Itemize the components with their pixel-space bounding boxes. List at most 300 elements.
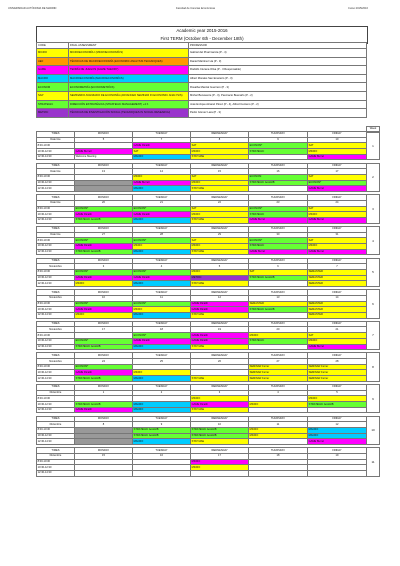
- subject-code: GAME: [37, 66, 69, 75]
- class-cell: SEMINAR Ferrer: [308, 370, 367, 376]
- class-cell: [249, 439, 308, 445]
- day-date: 6: [249, 264, 308, 270]
- class-cell: ECONOM*: [249, 206, 308, 212]
- day-header: TUESDAY: [133, 195, 191, 201]
- class-cell: SAT: [191, 206, 249, 212]
- times-label: TIMES: [37, 416, 75, 422]
- time-slot-row: [37, 471, 367, 477]
- day-header: TUESDAY: [133, 226, 191, 232]
- date-line-label: Date line: [37, 169, 75, 175]
- day-header: FRIDAY: [308, 353, 367, 359]
- date-line-label: Diciembre: [37, 390, 75, 396]
- day-header: TUESDAY: [133, 416, 191, 422]
- subject-row: [37, 83, 367, 92]
- time-slot-label: 8:00-10:30: [37, 269, 75, 275]
- class-cell: SAT: [308, 333, 367, 339]
- day-header: WEDNESDAY: [191, 321, 249, 327]
- day-header: MONDAY: [75, 163, 133, 169]
- class-cell: SAT: [191, 143, 249, 149]
- time-slot-label: 10:30-12:30: [37, 275, 75, 281]
- time-slot-row: [37, 439, 367, 445]
- class-cell: MICRO: [191, 269, 249, 275]
- class-cell: MACRO: [133, 186, 191, 192]
- class-cell: MACRO: [133, 376, 191, 382]
- day-date: 25: [133, 359, 191, 365]
- day-date: 20: [249, 327, 308, 333]
- week-number: 11: [367, 447, 380, 476]
- day-date: 19: [308, 453, 367, 459]
- week-table: [36, 352, 367, 381]
- day-date: 14: [308, 295, 367, 301]
- class-cell: SEMINAR Ferrer: [249, 364, 308, 370]
- class-cell: GAME Burrel: [249, 249, 308, 255]
- class-cell: STRATEGIC Aoo/HIB: [75, 376, 133, 382]
- time-slot-row: [37, 312, 367, 318]
- class-cell: GAME Ricaldi: [133, 338, 191, 344]
- times-label: TIMES: [37, 132, 75, 138]
- time-slot-label: 10:30-12:30: [37, 212, 75, 218]
- day-header: MONDAY: [75, 226, 133, 232]
- class-cell: SEMINAR Ferrer: [249, 376, 308, 382]
- class-cell: Welcome Meeting: [75, 154, 133, 160]
- week-block: [36, 163, 380, 192]
- week-block: [36, 258, 380, 287]
- day-date: 28: [133, 232, 191, 238]
- day-header: FRIDAY: [308, 290, 367, 296]
- class-cell: SEMASTER: [308, 301, 367, 307]
- class-cell: SEMASTER: [308, 312, 367, 318]
- class-cell: GAME Burrell: [75, 149, 133, 155]
- class-cell: STAT MAE: [191, 376, 249, 382]
- week-number: 6: [367, 289, 380, 318]
- class-cell: MACRO: [308, 433, 367, 439]
- class-cell: GAME Burrel: [308, 218, 367, 224]
- class-cell: [308, 407, 367, 413]
- time-slot-label: 8:00-10:30: [37, 459, 75, 465]
- day-date: 16: [133, 453, 191, 459]
- class-cell: ECONOM*: [133, 238, 191, 244]
- week-table: [36, 258, 367, 287]
- week-table: [36, 163, 367, 192]
- class-cell: MICRO: [249, 428, 308, 434]
- week-number: 2: [367, 163, 380, 192]
- class-cell: GAME Ricaldi: [191, 338, 249, 344]
- day-date: 10: [75, 295, 133, 301]
- class-cell: SAT: [308, 238, 367, 244]
- day-header: MONDAY: [75, 195, 133, 201]
- time-slot-label: 12:30-14:30: [37, 376, 75, 382]
- class-cell: ECONOM*: [75, 364, 133, 370]
- week-block: [36, 226, 380, 255]
- class-cell: [249, 407, 308, 413]
- class-cell: MICRO: [191, 396, 249, 402]
- day-header: FRIDAY: [308, 416, 367, 422]
- day-header: TUESDAY: [133, 258, 191, 264]
- class-cell: GAME Ricaldi: [133, 143, 191, 149]
- time-slot-label: 10:30-12:30: [37, 433, 75, 439]
- day-date: 15: [75, 453, 133, 459]
- date-line-label: Diciembre: [37, 453, 75, 459]
- class-cell: SAT: [191, 238, 249, 244]
- day-date: 11: [133, 295, 191, 301]
- day-date: 18: [249, 453, 308, 459]
- class-cell: SEMASTER: [249, 301, 308, 307]
- day-header: THURSDAY: [249, 195, 308, 201]
- class-cell: STRATEGIC Aoo/HIB: [249, 307, 308, 313]
- subject-name: TEORÍA DE JUEGOS (GAME THEORY): [69, 66, 189, 75]
- time-slot-label: 10:30-12:30: [37, 180, 75, 186]
- time-slot-label: 10:30-12:30: [37, 370, 75, 376]
- class-cell: [75, 439, 133, 445]
- class-cell: SAT: [308, 175, 367, 181]
- date-line-label: Date line: [37, 137, 75, 143]
- day-date: 26: [191, 359, 249, 365]
- day-header: MONDAY: [75, 132, 133, 138]
- time-slot-label: 12:30-14:30: [37, 407, 75, 413]
- subjects-header-assessment: FINAL ASSESSMENT: [69, 43, 189, 49]
- day-date: 3: [191, 390, 249, 396]
- time-slot-label: 8:00-10:30: [37, 175, 75, 181]
- subject-prof: Albert Morales San Emeterio (P - 3): [189, 74, 367, 83]
- class-cell: [133, 471, 191, 477]
- time-slot-label: 12:30-14:30: [37, 154, 75, 160]
- time-slot-label: 12:30-14:30: [37, 186, 75, 192]
- page-header-right: Curso 2015/2016: [348, 7, 368, 10]
- times-label: TIMES: [37, 321, 75, 327]
- title-line-2: First TERM (October 6th - December 18th): [160, 36, 244, 41]
- day-date: 27: [249, 359, 308, 365]
- day-header: MONDAY: [75, 290, 133, 296]
- day-date: 7: [133, 137, 191, 143]
- subject-name: SEMINARIO AVANZADO DE ECONOMÍA (ADVANCED SEMINAR IN ECONOMIC ANALYSIS): [69, 91, 189, 100]
- day-header: FRIDAY: [308, 321, 367, 327]
- day-date: 24: [75, 359, 133, 365]
- class-cell: METRIC: [191, 275, 249, 281]
- time-slot-label: 10:30-12:30: [37, 149, 75, 155]
- class-cell: ECONOM: [249, 175, 308, 181]
- time-slot-label: 12:30-14:30: [37, 471, 75, 477]
- day-date: 1: [75, 390, 133, 396]
- day-date: 17: [191, 453, 249, 459]
- class-cell: GAME Ricaldi: [191, 301, 249, 307]
- time-slot-label: 8:00-10:30: [37, 143, 75, 149]
- day-date: 9: [133, 422, 191, 428]
- time-slot-label: 12:30-14:30: [37, 218, 75, 224]
- times-label: TIMES: [37, 195, 75, 201]
- time-slot-row: [37, 344, 367, 350]
- class-cell: MICRO: [191, 243, 249, 249]
- class-cell: MACRO: [133, 312, 191, 318]
- week-table: [36, 131, 367, 160]
- class-cell: [249, 471, 308, 477]
- class-cell: STRATEGIC: [249, 212, 308, 218]
- subject-code: STRATEGIC: [37, 100, 69, 109]
- class-cell: ECONOM*: [75, 238, 133, 244]
- class-cell: STAT MAE: [191, 281, 249, 287]
- class-cell: ECONOM*: [249, 238, 308, 244]
- times-label: TIMES: [37, 163, 75, 169]
- class-cell: SEMINAR Ferrer: [308, 376, 367, 382]
- day-header: THURSDAY: [249, 321, 308, 327]
- subject-name: MACROECONOMÍA (MACROECONOMÍCS): [69, 74, 189, 83]
- subject-row: [37, 49, 367, 58]
- class-cell: MICRO: [75, 281, 133, 287]
- subjects-header-code: CODE: [37, 43, 69, 49]
- day-date: 4: [133, 264, 191, 270]
- date-line-label: Noviembre: [37, 264, 75, 270]
- class-cell: ECONOM*: [75, 269, 133, 275]
- class-cell: ECONOM*: [75, 301, 133, 307]
- class-cell: GAME Burrel: [308, 344, 367, 350]
- day-date: 12: [308, 422, 367, 428]
- subject-row: [37, 66, 367, 75]
- day-date: 5: [75, 137, 133, 143]
- week-number: 4: [367, 226, 380, 255]
- class-cell: [249, 312, 308, 318]
- class-cell: SEMASTER: [308, 269, 367, 275]
- day-date: 30: [249, 232, 308, 238]
- subject-prof: Daniel Martínez Lla (P - 3): [189, 57, 367, 66]
- time-slot-row: [37, 154, 367, 160]
- time-slot-label: 8:00-10:30: [37, 206, 75, 212]
- week-number: 3: [367, 194, 380, 223]
- class-cell: MICRO: [133, 307, 191, 313]
- class-cell: STAT MAE: [191, 312, 249, 318]
- time-slot-label: 12:30-14:30: [37, 281, 75, 287]
- day-header: TUESDAY: [133, 132, 191, 138]
- subject-code: MICRO: [37, 49, 69, 58]
- class-cell: MICRO: [308, 243, 367, 249]
- times-label: TIMES: [37, 353, 75, 359]
- time-slot-row: [37, 186, 367, 192]
- subject-prof: Rodolfo Ciurana Oliva (P - 3 Responsable): [189, 66, 367, 75]
- class-cell: [249, 186, 308, 192]
- week-table: [36, 321, 367, 350]
- class-cell: MICRO: [75, 312, 133, 318]
- week-block: [36, 384, 380, 413]
- week-block: [36, 131, 380, 160]
- class-cell: SEMINAR Ferrer: [249, 370, 308, 376]
- subject-prof: Pedro Gómez Lara (P - 3): [189, 109, 367, 118]
- class-cell: MICRO: [133, 370, 191, 376]
- day-header: WEDNESDAY: [191, 132, 249, 138]
- time-slot-label: 8:00-10:30: [37, 364, 75, 370]
- day-date: 4: [249, 390, 308, 396]
- day-header: THURSDAY: [249, 258, 308, 264]
- class-cell: GAME Ricaldi: [133, 212, 191, 218]
- class-cell: MICRO: [249, 402, 308, 408]
- class-cell: MACRO: [133, 439, 191, 445]
- day-date: 15: [191, 169, 249, 175]
- class-cell: [75, 471, 133, 477]
- class-cell: GAME Ricaldi: [75, 407, 133, 413]
- day-date: 8: [191, 137, 249, 143]
- day-date: 14: [133, 169, 191, 175]
- class-cell: ECONOM*: [308, 180, 367, 186]
- day-date: 13: [249, 295, 308, 301]
- day-header: WEDNESDAY: [191, 195, 249, 201]
- subject-code: AEF: [37, 57, 69, 66]
- class-cell: GAME Burrell: [133, 180, 191, 186]
- class-cell: MACRO: [133, 344, 191, 350]
- class-cell: MICRO: [308, 396, 367, 402]
- class-cell: STAT MAE: [191, 186, 249, 192]
- class-cell: SAT: [249, 269, 308, 275]
- day-date: 23: [249, 200, 308, 206]
- day-header: THURSDAY: [249, 416, 308, 422]
- class-cell: STRATEGIC Aoo/HIB: [75, 344, 133, 350]
- day-date: 22: [191, 200, 249, 206]
- class-cell: MICRO: [191, 212, 249, 218]
- date-line-label: Noviembre: [37, 295, 75, 301]
- class-cell: SAT: [133, 149, 191, 155]
- class-cell: STRATEGIC Aoo/HIB: [249, 180, 308, 186]
- times-label: TIMES: [37, 226, 75, 232]
- day-header: FRIDAY: [308, 448, 367, 454]
- day-header: THURSDAY: [249, 448, 308, 454]
- time-slot-label: 10:30-12:30: [37, 338, 75, 344]
- day-header: FRIDAY: [308, 195, 367, 201]
- class-cell: GAME Burrel: [308, 249, 367, 255]
- week-number: 10: [367, 416, 380, 445]
- week-number: 1: [367, 131, 380, 160]
- week-number: 8: [367, 352, 380, 381]
- week-block: [36, 352, 380, 381]
- day-header: TUESDAY: [133, 163, 191, 169]
- time-slot-label: 10:30-12:30: [37, 402, 75, 408]
- day-header: FRIDAY: [308, 385, 367, 391]
- class-cell: STRATEGIC: [249, 243, 308, 249]
- subject-prof: Rosalba Marcial Guerrero (P - 3): [189, 83, 367, 92]
- day-header: WEDNESDAY: [191, 290, 249, 296]
- class-cell: [191, 471, 249, 477]
- class-cell: ECONOM*: [133, 269, 191, 275]
- class-cell: SAT: [308, 143, 367, 149]
- subject-row: [37, 100, 367, 109]
- time-slot-row: [37, 407, 367, 413]
- class-cell: MICRO: [133, 243, 191, 249]
- class-cell: GAME Burrel: [308, 439, 367, 445]
- class-cell: STRATEGIC Aoo/HIB: [191, 433, 249, 439]
- class-cell: MACRO: [133, 154, 191, 160]
- class-cell: GAME Ricaldi: [75, 275, 133, 281]
- day-header: WEDNESDAY: [191, 353, 249, 359]
- subject-prof: Michel Benavente (P - 3), Pancracio Buenaño (P - 2): [189, 91, 367, 100]
- week-block: [36, 289, 380, 318]
- class-cell: STAT MAE: [191, 439, 249, 445]
- day-date: 3: [75, 264, 133, 270]
- weekly-schedule: [36, 131, 380, 479]
- time-slot-label: 12:30-14:30: [37, 439, 75, 445]
- subject-name: ECONOMETRÍA (ECONOMETRÍCS): [69, 83, 189, 92]
- week-number: 9: [367, 384, 380, 413]
- subject-name: MICROECONOMÍA I (MICROECONOMÍCS): [69, 49, 189, 58]
- class-cell: STRATEGIC Aoo/HIB: [308, 402, 367, 408]
- time-slot-label: 8:00-10:30: [37, 396, 75, 402]
- week-table: [36, 416, 367, 445]
- time-slot-label: 10:30-12:30: [37, 243, 75, 249]
- subjects-table: [36, 42, 367, 118]
- class-cell: [249, 344, 308, 350]
- day-header: TUESDAY: [133, 385, 191, 391]
- day-date: 10: [308, 137, 367, 143]
- time-slot-row: [37, 249, 367, 255]
- week-block: [36, 447, 380, 476]
- class-cell: GAME Burrel: [249, 218, 308, 224]
- class-cell: MACRO: [133, 402, 191, 408]
- class-cell: MICRO: [308, 149, 367, 155]
- day-date: 19: [191, 327, 249, 333]
- time-slot-label: 8:00-10:30: [37, 301, 75, 307]
- class-cell: STAT MAE: [191, 154, 249, 160]
- class-cell: STAT MAE: [191, 249, 249, 255]
- class-cell: MICRO: [308, 212, 367, 218]
- times-label: TIMES: [37, 258, 75, 264]
- day-date: 9: [249, 137, 308, 143]
- subject-row: [37, 109, 367, 118]
- day-header: MONDAY: [75, 321, 133, 327]
- class-cell: GAME Burrel: [308, 186, 367, 192]
- day-header: FRIDAY: [308, 226, 367, 232]
- class-cell: MACRO: [133, 249, 191, 255]
- class-cell: GAME Ricaldi: [191, 333, 249, 339]
- class-cell: STRATEGIC Aoo/HIB: [75, 249, 133, 255]
- day-date: 5: [308, 390, 367, 396]
- day-date: 28: [308, 359, 367, 365]
- class-cell: [75, 186, 133, 192]
- date-line-label: Date line: [37, 200, 75, 206]
- title-line-1: Academic year 2015-2016: [176, 28, 228, 33]
- class-cell: SAT: [308, 206, 367, 212]
- class-cell: [308, 471, 367, 477]
- week-table: [36, 194, 367, 223]
- day-header: THURSDAY: [249, 353, 308, 359]
- class-cell: MACRO: [308, 428, 367, 434]
- class-cell: STRATEGIC Aoo/HIB: [191, 428, 249, 434]
- class-cell: MACRO: [133, 281, 191, 287]
- time-slot-label: 12:30-14:30: [37, 344, 75, 350]
- class-cell: GAME Ricaldi: [191, 307, 249, 313]
- day-header: WEDNESDAY: [191, 163, 249, 169]
- class-cell: STAT MAE: [191, 344, 249, 350]
- class-cell: [249, 154, 308, 160]
- week-table: [36, 226, 367, 255]
- day-header: WEDNESDAY: [191, 226, 249, 232]
- day-header: TUESDAY: [133, 321, 191, 327]
- class-cell: STRATEGIC Aoo/HIB: [133, 428, 191, 434]
- class-cell: GAME Burrel: [308, 154, 367, 160]
- class-cell: SEMASTER: [308, 281, 367, 287]
- day-header: FRIDAY: [308, 132, 367, 138]
- day-date: 11: [249, 422, 308, 428]
- time-slot-row: [37, 376, 367, 382]
- day-header: FRIDAY: [308, 258, 367, 264]
- time-slot-row: [37, 218, 367, 224]
- day-header: WEDNESDAY: [191, 416, 249, 422]
- time-slot-row: [37, 281, 367, 287]
- class-cell: MICRO: [133, 175, 191, 181]
- class-cell: STRATEGIC Aoo/HIB: [133, 433, 191, 439]
- class-cell: SEMINAR Ferrer: [308, 364, 367, 370]
- day-header: WEDNESDAY: [191, 448, 249, 454]
- time-slot-label: 10:30-12:30: [37, 465, 75, 471]
- day-header: THURSDAY: [249, 132, 308, 138]
- class-cell: ECONOM*: [133, 333, 191, 339]
- week-number: 7: [367, 321, 380, 350]
- class-cell: MICRO: [191, 459, 249, 465]
- class-cell: STAT MAE: [191, 218, 249, 224]
- day-date: 7: [308, 264, 367, 270]
